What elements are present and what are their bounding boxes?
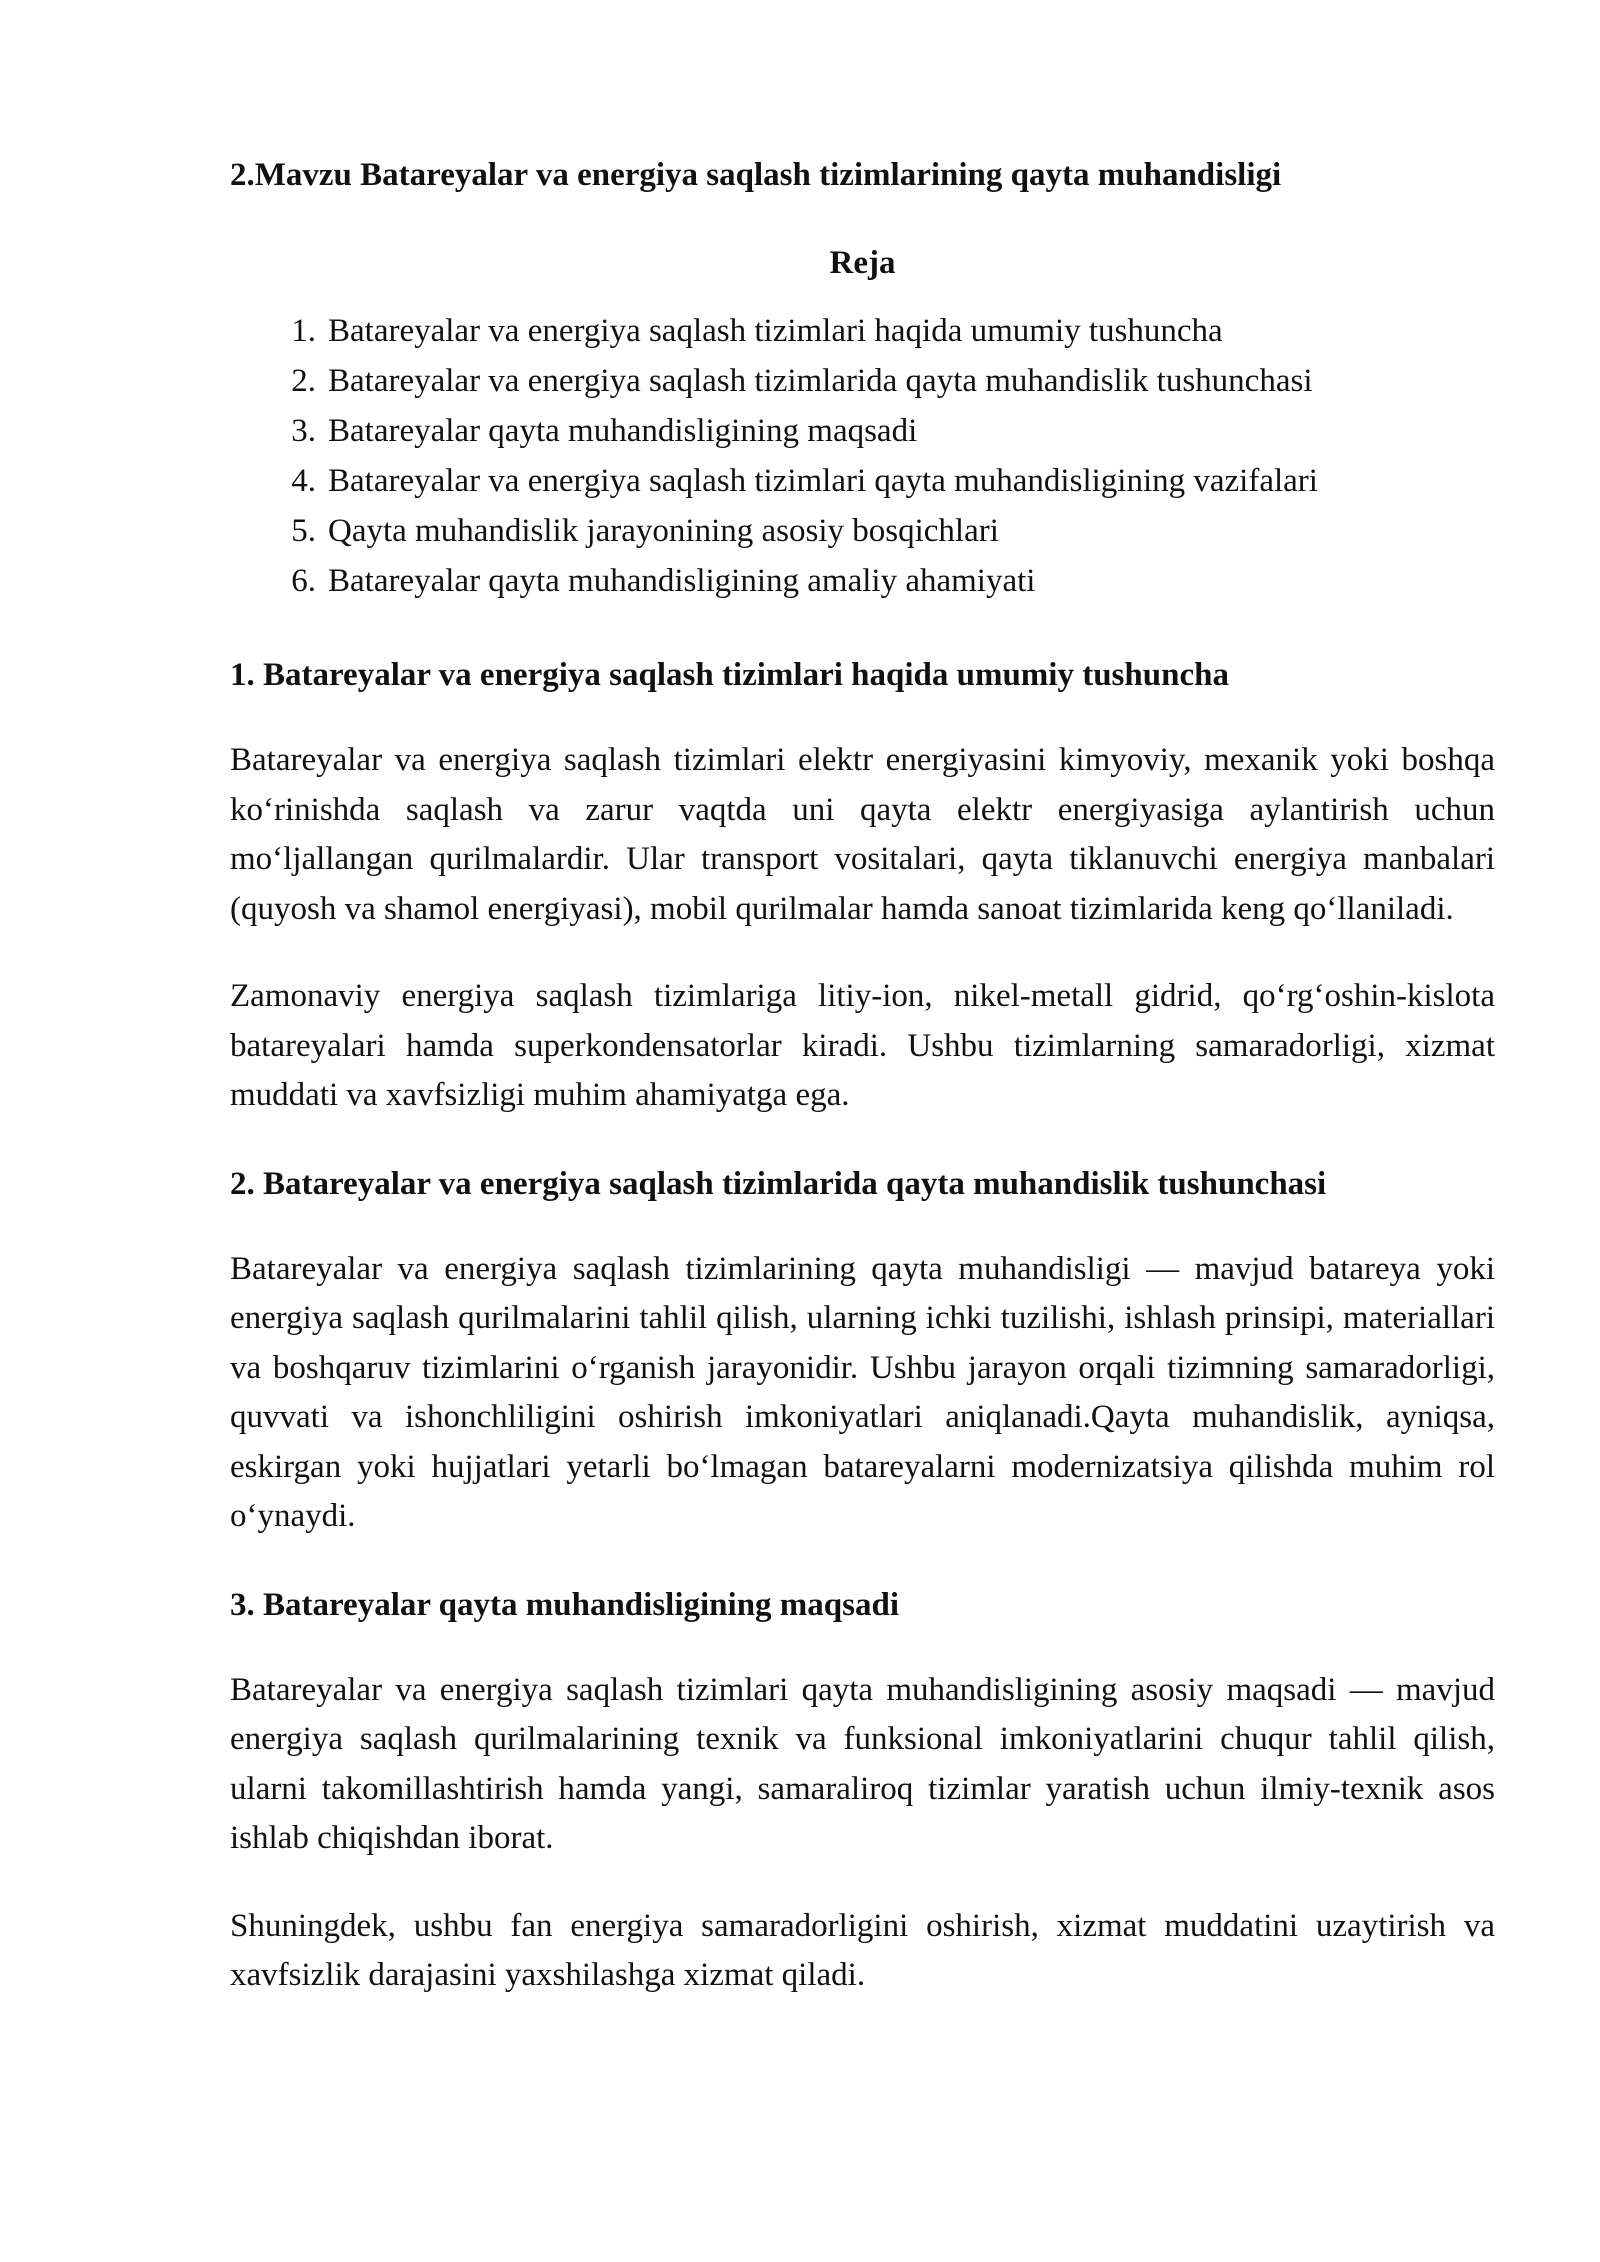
section-paragraph: Shuningdek, ushbu fan energiya samaradorligini oshirish, xizmat muddatini uzaytirish va xavfsizlik darajasini yaxshilashga xizmat qiladi. (230, 1907, 1495, 1993)
section-heading: 2. Batareyalar va energiya saqlash tizimlarida qayta muhandislik tushunchasi (230, 1165, 1327, 1202)
plan-item-text: Batareyalar va energiya saqlash tizimlarida qayta muhandislik tushunchasi (328, 363, 1313, 399)
section-heading: 1. Batareyalar va energiya saqlash tizimlari haqida umumiy tushuncha (230, 657, 1229, 693)
plan-item (230, 556, 1495, 606)
plan-item-number: 3. (291, 413, 316, 449)
section-heading: 3. Batareyalar qayta muhandisligining maqsadi (230, 1586, 900, 1623)
plan-item-number: 5. (291, 513, 316, 549)
plan-item (230, 406, 1495, 456)
section-paragraph: Batareyalar va energiya saqlash tizimlari qayta muhandisligining asosiy maqsadi — mavjud energiya saqlash qurilmalarining texnik va funksional imkoniyatlarini chuqur tahlil qilish, ularni takomillashtirish hamda yangi, samaraliroq tizimlar yaratish uchun ilmiy-texnik asos ishlab chiqishdan iborat. (230, 1671, 1495, 1856)
plan-item-text: Qayta muhandislik jarayonining asosiy bosqichlari (328, 513, 999, 549)
section-3 (230, 1580, 1495, 2001)
plan-item-number: 4. (291, 463, 316, 499)
section-2 (230, 1159, 1495, 1542)
plan-item-text: Batareyalar va energiya saqlash tizimlari haqida umumiy tushuncha (328, 313, 1223, 349)
plan-item-text: Batareyalar qayta muhandisligining maqsadi (328, 413, 918, 449)
plan-item (230, 306, 1495, 356)
plan-item-text: Batareyalar va energiya saqlash tizimlari qayta muhandisligining vazifalari (328, 463, 1318, 499)
section-paragraph: Batareyalar va energiya saqlash tizimlarining qayta muhandisligi — mavjud batareya yoki energiya saqlash qurilmalarini tahlil qilish, ularning ichki tuzilishi, ishlash prinsipi, materiallari va boshqaruv tizimlarini o‘rganish jarayonidir. Ushbu jarayon orqali tizimning samaradorligi, quvvati va ishonchliligini oshirish imkoniyatlari aniqlanadi.Qayta muhandislik, ayniqsa, eskirgan yoki hujjatlari yetarli bo‘lmagan batareyalarni modernizatsiya qilishda muhim rol o‘ynaydi. (230, 1250, 1495, 1534)
plan-list (230, 306, 1495, 606)
plan-item-number: 1. (291, 313, 316, 349)
plan-item (230, 506, 1495, 556)
plan-item (230, 356, 1495, 406)
plan-item (230, 456, 1495, 506)
plan-item-text: Batareyalar qayta muhandisligining amaliy ahamiyati (328, 563, 1036, 599)
plan-item-number: 2. (291, 363, 316, 399)
plan-item-number: 6. (291, 563, 316, 599)
section-1 (230, 650, 1495, 1121)
document-title: 2.Mavzu Batareyalar va energiya saqlash tizimlarining qayta muhandisligi (230, 157, 1282, 193)
section-paragraph: Batareyalar va energiya saqlash tizimlari elektr energiyasini kimyoviy, mexanik yoki boshqa ko‘rinishda saqlash va zarur vaqtda uni qayta elektr energiyasiga aylantirish uchun mo‘ljallangan qurilmalardir. Ular transport vositalari, qayta tiklanuvchi energiya manbalari (quyosh va shamol energiyasi), mobil qurilmalar hamda sanoat tizimlarida keng qo‘llaniladi. (230, 742, 1495, 927)
plan-heading: Reja (829, 245, 896, 281)
section-paragraph: Zamonaviy energiya saqlash tizimlariga litiy-ion, nikel-metall gidrid, qo‘rg‘oshin-kislota batareyalari hamda superkondensatorlar kiradi. Ushbu tizimlarning samaradorligi, xizmat muddati va xavfsizligi muhim ahamiyatga ega. (230, 978, 1495, 1113)
